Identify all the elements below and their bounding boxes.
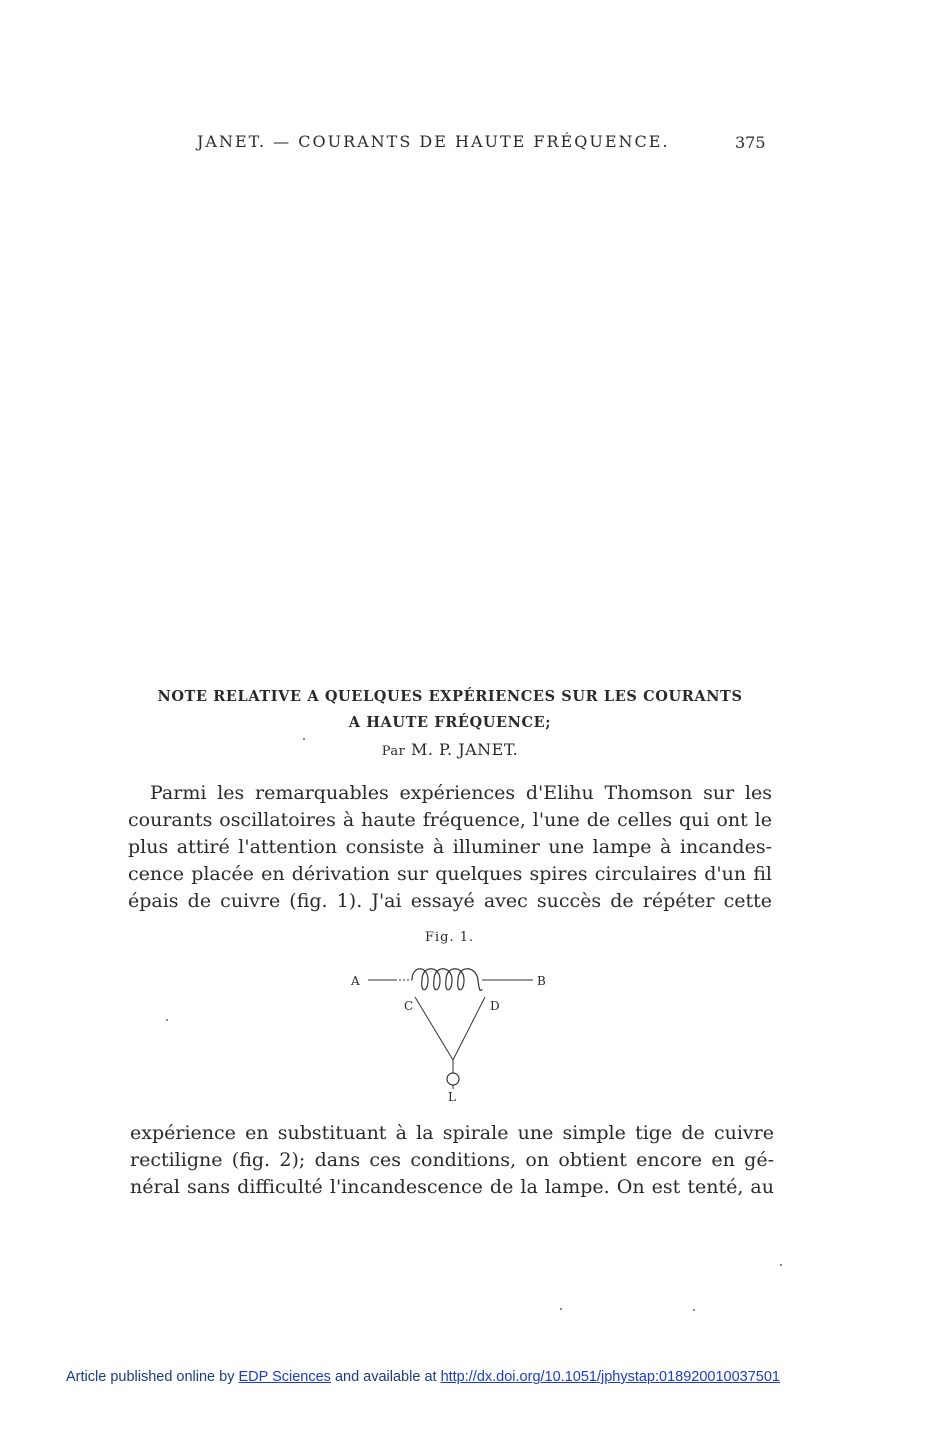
- paragraph-line: rectiligne (fig. 2); dans ces conditions, on obtient encore en gé-: [130, 1149, 774, 1171]
- author-name: M. P. JANET.: [410, 740, 519, 759]
- footer-middle: and available at: [334, 1369, 437, 1385]
- paragraph-line: épais de cuivre (fig. 1). J'ai essayé avec succès de répéter cette: [128, 890, 772, 912]
- scan-speck: [166, 1019, 168, 1021]
- paragraph-line: expérience en substituant à la spirale une simple tige de cuivre: [130, 1122, 774, 1144]
- running-head: JANET. — COURANTS DE HAUTE FRÉQUENCE.: [197, 132, 670, 151]
- label-c: C: [404, 999, 414, 1013]
- paragraph-line: Parmi les remarquables expériences d'Elihu Thomson sur les: [150, 782, 772, 804]
- doi-link[interactable]: http://dx.doi.org/10.1051/jphystap:018920010037501: [440, 1369, 780, 1385]
- scan-speck: [303, 738, 305, 740]
- article-title-line-1: NOTE RELATIVE A QUELQUES EXPÉRIENCES SUR LES COURANTS: [157, 688, 743, 705]
- paragraph-line: plus attiré l'attention consiste à illuminer une lampe à incandes-: [128, 836, 772, 858]
- paragraph-1: [128, 780, 772, 915]
- scan-speck: [693, 1309, 695, 1311]
- branch-c: [415, 997, 453, 1060]
- paragraph-line: néral sans difficulté l'incandescence de la lampe. On est tenté, au: [130, 1176, 774, 1198]
- label-a: A: [351, 974, 360, 988]
- author-line: [120, 740, 780, 759]
- lamp-bulb: [447, 1073, 459, 1085]
- footer-prefix: Article published online by: [66, 1369, 235, 1385]
- label-l: L: [448, 1090, 456, 1104]
- label-b: B: [537, 974, 546, 988]
- publisher-link[interactable]: EDP Sciences: [238, 1369, 331, 1385]
- paragraph-line: courants oscillatoires à haute fréquence, l'une de celles qui ont le: [128, 809, 772, 831]
- label-d: D: [490, 999, 500, 1013]
- scan-speck: [560, 1308, 562, 1310]
- paragraph-2: [130, 1120, 774, 1201]
- article-title-line-2: A HAUTE FRÉQUENCE;: [348, 714, 552, 731]
- article-title: [120, 684, 780, 736]
- figure-caption: Fig. 1.: [425, 930, 475, 945]
- coil-spiral: [412, 969, 482, 991]
- paragraph-line: cence placée en dérivation sur quelques spires circulaires d'un fil: [128, 863, 772, 885]
- page-number: 375: [735, 133, 766, 152]
- scan-speck: [780, 1264, 782, 1266]
- footer: [66, 1369, 780, 1385]
- branch-d: [453, 997, 485, 1060]
- figure-coil-lamp-diagram: [340, 955, 570, 1105]
- author-prefix: Par: [381, 744, 406, 759]
